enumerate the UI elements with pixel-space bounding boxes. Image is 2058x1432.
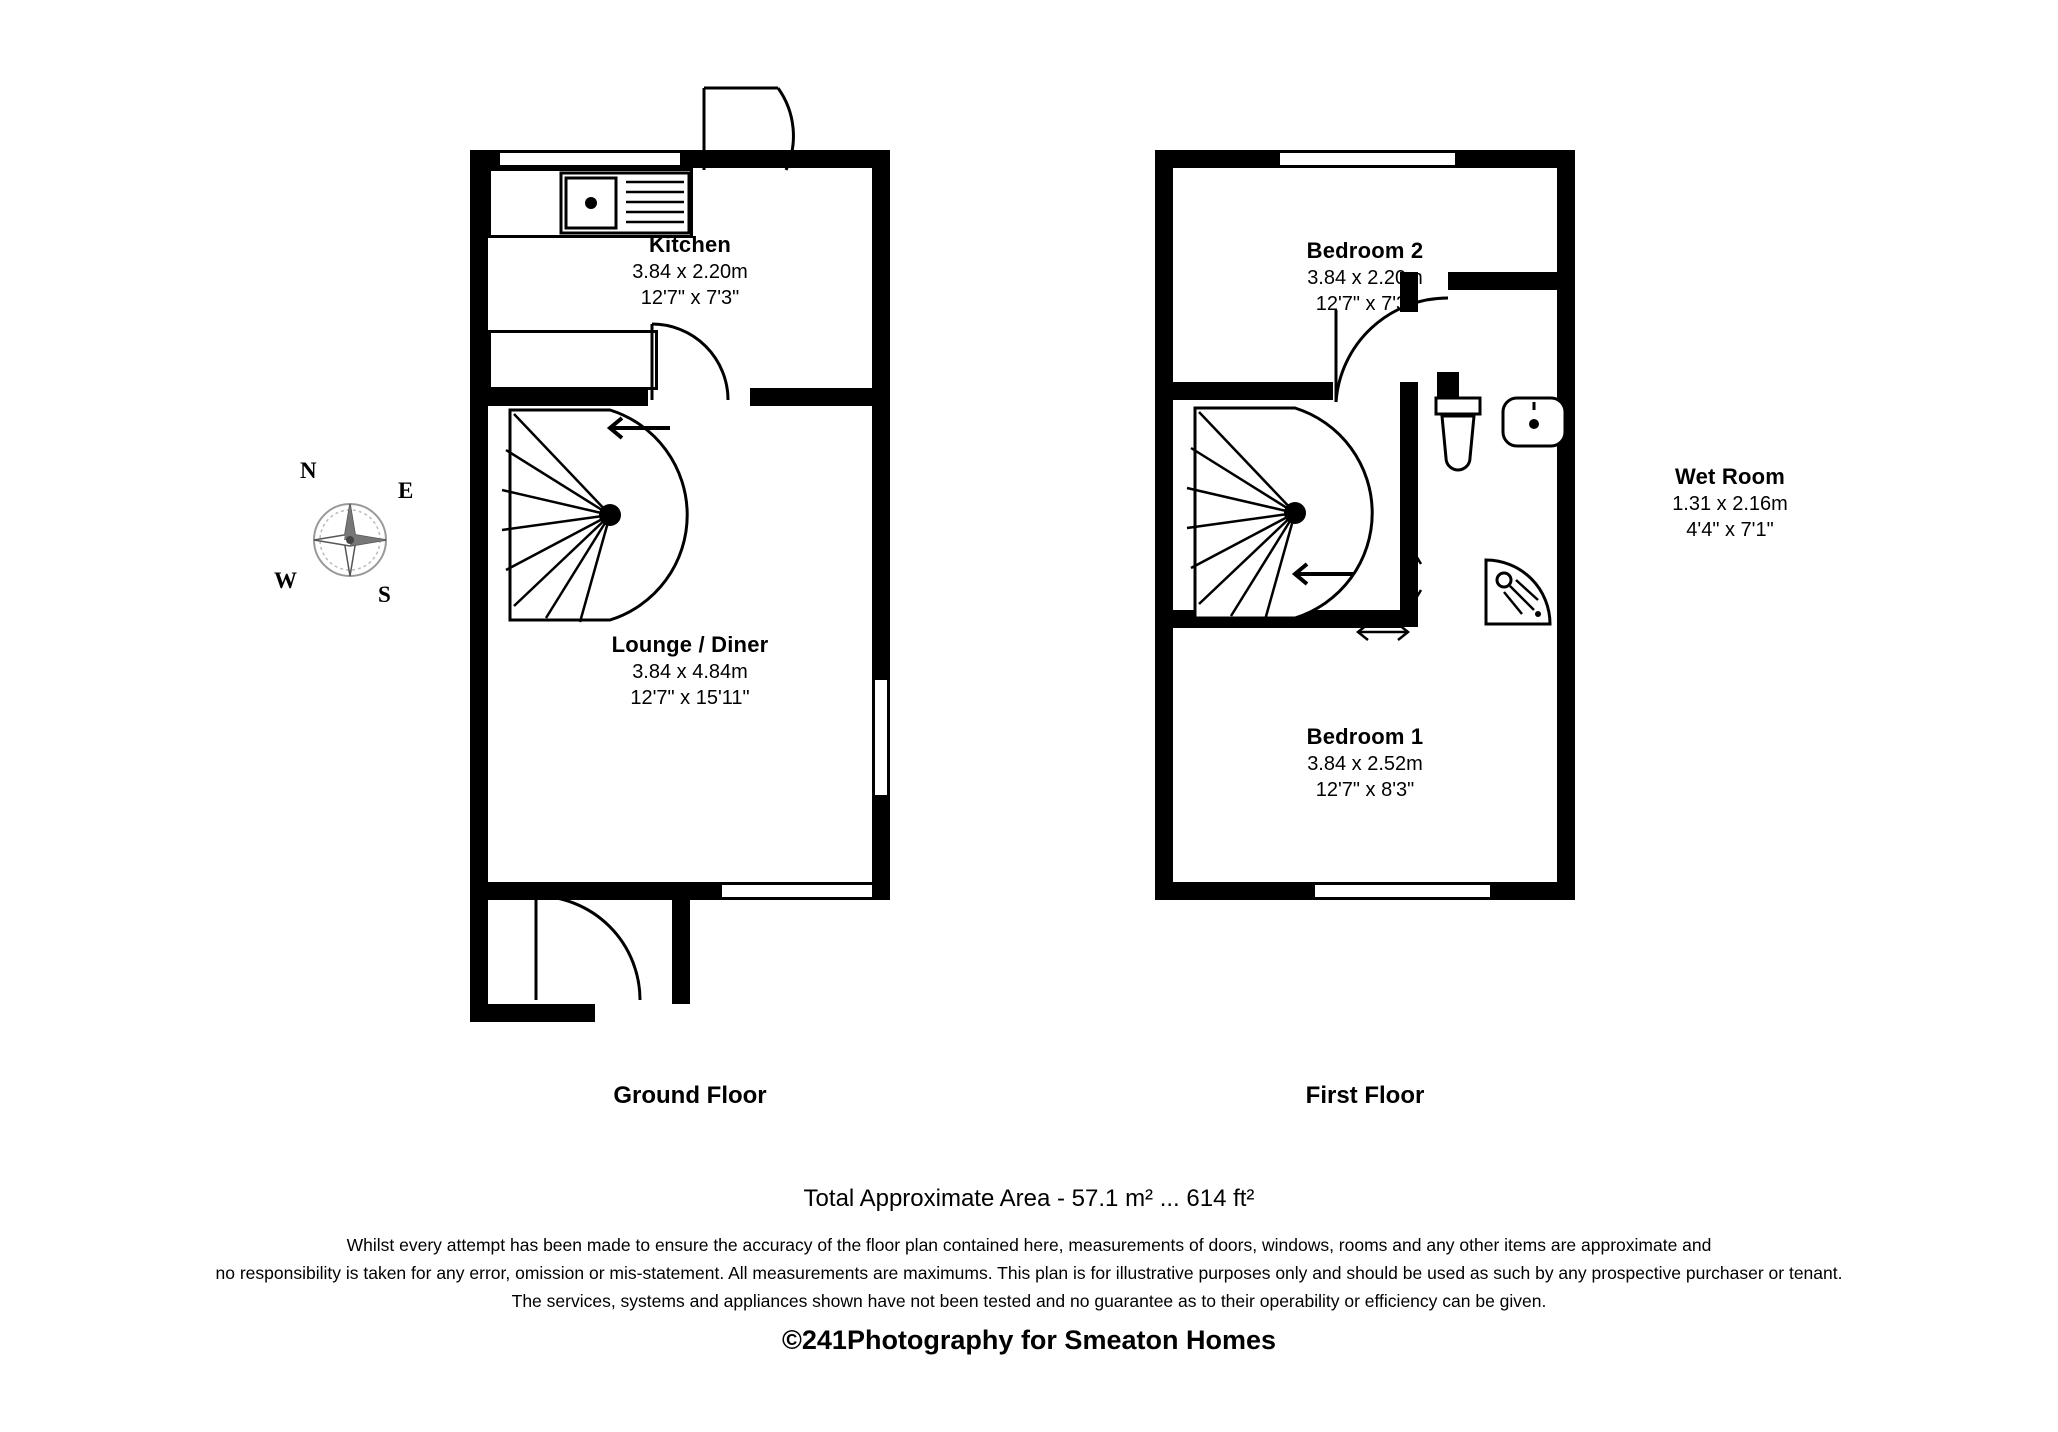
room-dim-metric: 3.84 x 2.52m	[1307, 753, 1423, 776]
total-area-text: Total Approximate Area - 57.1 m² ... 614 ft²	[803, 1185, 1255, 1212]
room-dim-metric: 1.31 x 2.16m	[1672, 493, 1788, 516]
staircase-icon-first	[1185, 398, 1385, 628]
credit-text: ©241Photography for Smeaton Homes	[782, 1325, 1276, 1355]
floor-title-first: First Floor	[1305, 1082, 1425, 1109]
room-name: Kitchen	[648, 232, 732, 257]
room-label-wet-room	[1590, 462, 1870, 544]
room-dim-metric: 3.84 x 4.84m	[632, 661, 748, 684]
room-dim-imperial: 12'7" x 8'3"	[1315, 779, 1415, 802]
disclaimer-line-3: The services, systems and appliances shown have not been tested and no guarantee as to their operability or efficiency can be given.	[511, 1291, 1547, 1311]
room-dim-metric: 3.84 x 2.20m	[1307, 267, 1423, 290]
room-dim-imperial: 4'4" x 7'1"	[1686, 519, 1774, 542]
floor-title-ground: Ground Floor	[613, 1082, 767, 1109]
room-name: Wet Room	[1675, 464, 1785, 489]
disclaimer-line-1: Whilst every attempt has been made to ensure the accuracy of the floor plan contained here, measurements of doors, windows, rooms and any other items are approximate and	[346, 1235, 1712, 1255]
room-dim-imperial: 12'7" x 7'3"	[640, 287, 740, 310]
room-dim-metric: 3.84 x 2.20m	[632, 261, 748, 284]
room-dim-imperial: 12'7" x 15'11"	[630, 687, 750, 710]
basin-icon	[1500, 394, 1570, 456]
compass-label-north: N	[300, 458, 317, 483]
room-name: Bedroom 1	[1306, 724, 1424, 749]
window-icon-bedroom1	[1315, 882, 1490, 900]
room-label-bedroom1	[1210, 722, 1520, 804]
wall-first-left	[1155, 150, 1173, 900]
room-name: Lounge / Diner	[611, 632, 769, 657]
disclaimer-line-2: no responsibility is taken for any error, omission or mis-statement. All measurements are maximums. This plan is for illustrative purposes only and should be used as such by any prospective purchaser or tenant.	[215, 1263, 1843, 1283]
room-name: Bedroom 2	[1306, 238, 1424, 263]
shower-icon	[1480, 530, 1580, 630]
door-swing-icon-wetroom	[1405, 548, 1475, 618]
window-icon-bedroom2	[1280, 150, 1455, 168]
compass-label-east: E	[398, 478, 414, 503]
compass-label-south: S	[378, 582, 391, 607]
toilet-icon	[1428, 396, 1490, 484]
room-dim-imperial: 12'7" x 7'3"	[1315, 293, 1415, 316]
wall-first-right	[1557, 150, 1575, 900]
compass-label-west: W	[274, 568, 297, 593]
room-label-bedroom2	[1210, 236, 1520, 318]
